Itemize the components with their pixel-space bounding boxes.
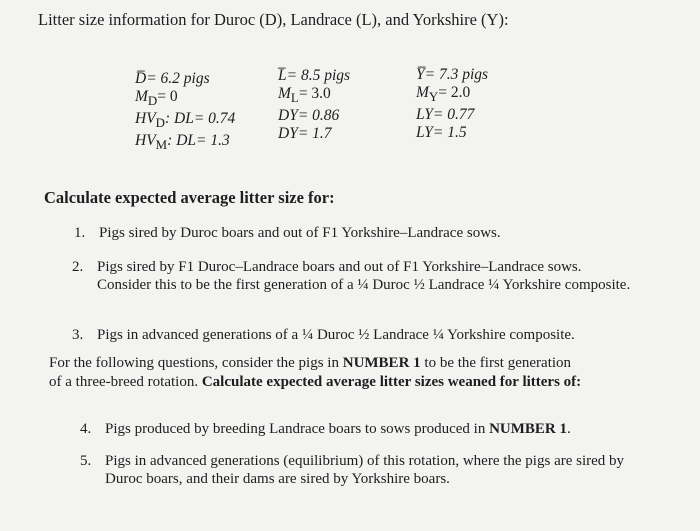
landrace-stats: [278, 67, 350, 143]
list-number: 1.: [74, 225, 86, 241]
duroc-m-sub: D: [147, 93, 158, 109]
duroc-stats: [135, 70, 235, 154]
list-text: Pigs sired by Duroc boars and out of F1 Yorkshire–Landrace sows.: [99, 225, 501, 241]
landrace-m-value: = 3.0: [298, 85, 331, 102]
landrace-dy1: DY= 0.86: [278, 107, 340, 125]
follow-text-b: NUMBER 1: [342, 355, 421, 371]
list-number: 5.: [80, 453, 92, 469]
list-number: 4.: [80, 421, 92, 437]
list-text-line2: Consider this to be the first generation of a ¼ Duroc ½ Landrace ¼ Yorkshire composite.: [97, 277, 631, 293]
instructions-paragraph: [49, 354, 581, 392]
list-text: Pigs sired by F1 Duroc–Landrace boars and out of F1 Yorkshire–Landrace sows.: [97, 259, 582, 275]
landrace-dy2: DY= 1.7: [278, 125, 332, 143]
yorkshire-m-value: = 2.0: [438, 84, 471, 101]
page-title: Litter size information for Duroc (D), Landrace (L), and Yorkshire (Y):: [38, 10, 509, 29]
list-text: [105, 420, 571, 438]
duroc-hvm-value: : DL= 1.3: [167, 132, 230, 150]
list-number: 2.: [72, 259, 84, 275]
duroc-hvm-sub: M: [155, 137, 168, 153]
item4-text-c: .: [567, 421, 571, 437]
yorkshire-m-label: M: [416, 84, 429, 101]
yorkshire-ly1: LY= 0.77: [416, 106, 475, 124]
duroc-hvm-label: HV: [135, 132, 156, 150]
yorkshire-m-sub: Y: [428, 89, 439, 105]
follow-text-d: of a three-breed rotation.: [49, 374, 202, 390]
follow-text-c: to be the first generation: [420, 355, 572, 371]
duroc-hvp-label: HV: [135, 110, 156, 128]
landrace-m-label: M: [278, 85, 291, 102]
list-text-line2: Duroc boars, and their dams are sired by Yorkshire boars.: [105, 471, 450, 487]
yorkshire-stats: [416, 66, 488, 142]
item4-text-b: NUMBER 1: [489, 421, 567, 437]
list-number: 3.: [72, 327, 84, 343]
list-text: Pigs in advanced generations (equilibrium) of this rotation, where the pigs are sired by: [105, 453, 625, 469]
follow-text-a: For the following questions, consider the pigs in: [49, 355, 343, 371]
duroc-hvp-sub: D: [155, 115, 165, 131]
landrace-mean: L̅= 8.5 pigs: [278, 67, 351, 84]
item4-text-a: Pigs produced by breeding Landrace boars to sows produced in: [105, 421, 490, 437]
calc-heading: Calculate expected average litter size for:: [44, 188, 335, 207]
duroc-mean: D̅= 6.2 pigs: [135, 70, 210, 87]
yorkshire-ly2: LY= 1.5: [416, 124, 467, 142]
follow-text-e: Calculate expected average litter sizes weaned for litters of:: [201, 374, 582, 390]
duroc-m-value: = 0: [157, 88, 178, 105]
list-text: Pigs in advanced generations of a ¼ Duroc ½ Landrace ¼ Yorkshire composite.: [97, 327, 575, 343]
duroc-m-label: M: [135, 88, 148, 105]
duroc-hvp-value: : DL= 0.74: [165, 110, 236, 128]
landrace-m-sub: L: [290, 90, 299, 106]
yorkshire-mean: Y̅= 7.3 pigs: [416, 66, 489, 83]
